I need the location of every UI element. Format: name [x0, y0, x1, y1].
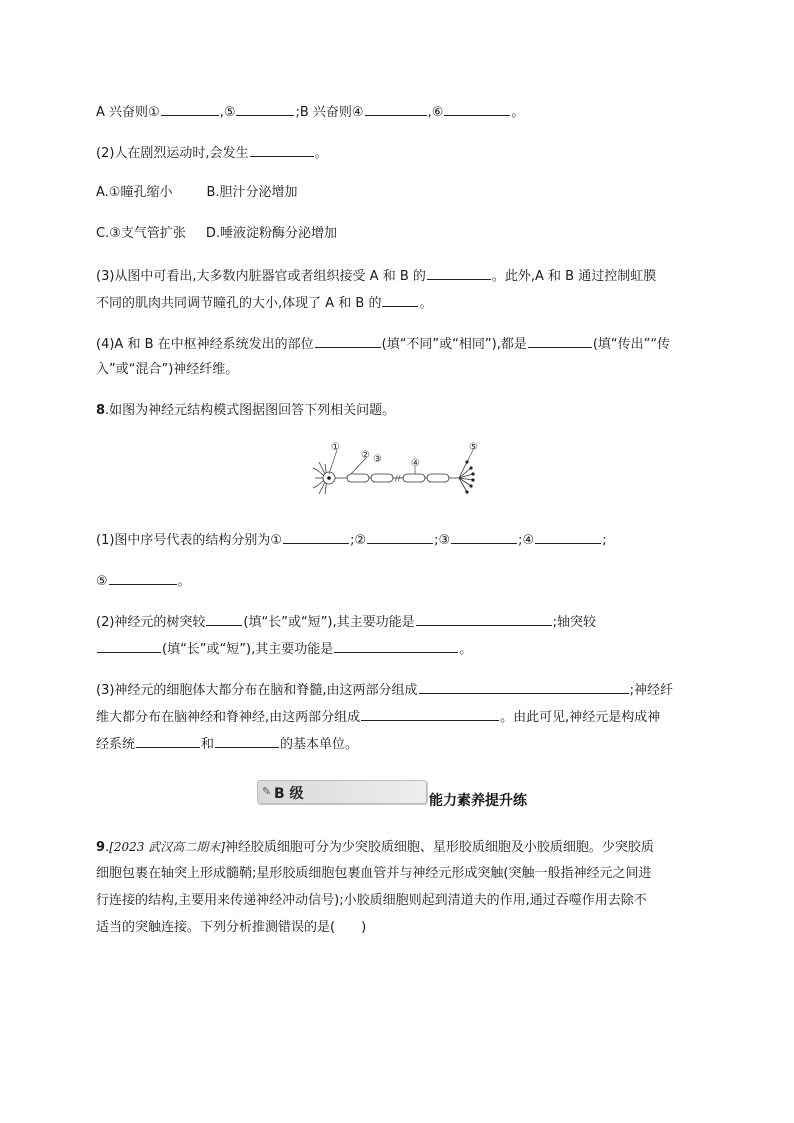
text: (2)人在剧烈运动时,会发生 [96, 146, 249, 161]
level-tag [257, 780, 427, 804]
question-stem: .如图为神经元结构模式图据图回答下列相关问题。 [105, 403, 396, 418]
text: A 兴奋则① [96, 105, 160, 120]
label-2: ② [361, 450, 370, 461]
answer-blank[interactable] [535, 530, 601, 544]
answer-blank[interactable] [161, 102, 219, 116]
q7-sub3-line-1 [96, 266, 716, 286]
text: 维大都分布在脑神经和脊神经,由这两部分组成 [96, 710, 361, 725]
text: 。此外,A 和 B 通过控制虹膜 [491, 269, 657, 284]
text: (4)A 和 B 在中枢神经系统发出的部位 [96, 337, 314, 352]
text: ,⑥ [427, 105, 444, 120]
text: ; [602, 533, 607, 548]
text: (填“传出”“传 [592, 337, 671, 352]
q7-sub2-stem [96, 143, 716, 163]
answer-blank[interactable] [444, 102, 510, 116]
text: 。 [459, 642, 473, 657]
text: 不同的肌肉共同调节瞳孔的大小,体现了 A 和 B 的 [96, 296, 382, 311]
question-number: 9 [96, 840, 106, 855]
answer-blank[interactable] [315, 334, 381, 348]
q7-sub3-line-2 [96, 293, 716, 313]
q7-sub4-line-1 [96, 334, 716, 354]
text: 入”或“混合”)神经纤维。 [96, 362, 239, 377]
question-number: 8 [96, 403, 106, 418]
label-1: ① [331, 442, 340, 453]
answer-blank[interactable] [382, 293, 418, 307]
break-mark: // [395, 474, 401, 483]
q9-line-1: 9.[2023 武汉高二期末]神经胶质细胞可分为少突胶质细胞、星形胶质细胞及小胶质细胞。少突胶质 [96, 840, 654, 855]
answer-blank[interactable] [367, 530, 433, 544]
label-3: ③ [373, 454, 382, 465]
q7-sub4-line-2 [96, 361, 716, 379]
option-b[interactable]: B.胆汁分泌增加 [206, 185, 298, 200]
text: ;④ [518, 533, 535, 548]
answer-blank[interactable] [97, 639, 161, 653]
text: ;神经纤 [629, 683, 673, 698]
text: 行连接的结构,主要用来传递神经冲动信号);小胶质细胞则起到清道夫的作用,通过吞噬作用去除不 [96, 893, 647, 908]
text: ;B 兴奋则④ [295, 105, 364, 120]
text: (1)图中序号代表的结构分别为① [96, 533, 283, 548]
answer-blank[interactable] [236, 102, 294, 116]
text: (填“长”或“短”),其主要功能是 [162, 642, 334, 657]
answer-blank[interactable] [451, 530, 517, 544]
text: ⑤ [96, 574, 108, 589]
text: ,⑤ [219, 105, 236, 120]
q8-sub2-line-2 [96, 639, 716, 659]
option-a[interactable]: A.①瞳孔缩小 [96, 185, 173, 200]
answer-blank[interactable] [416, 612, 552, 626]
text: (填“不同”或“相同”),都是 [381, 337, 527, 352]
answer-blank[interactable] [136, 734, 200, 748]
option-c[interactable]: C.③支气管扩张 [96, 226, 186, 241]
text: 和 [201, 737, 215, 752]
text: 神经胶质细胞可分为少突胶质细胞、星形胶质细胞及小胶质细胞。少突胶质 [224, 840, 654, 855]
answer-blank[interactable] [283, 530, 349, 544]
pencil-icon: ✎ [262, 785, 272, 798]
label-4: ④ [411, 458, 420, 469]
text: 。 [511, 105, 525, 120]
q8-sub1-line-1 [96, 530, 716, 550]
q8-sub3-line-2 [96, 707, 716, 727]
neuron-diagram [311, 440, 487, 508]
text: (填“长”或“短”),其主要功能是 [243, 615, 415, 630]
text: 细胞包裹在轴突上形成髓鞘;星形胶质细胞包裹血管并与神经元形成突触(突触一般指神经元之间进 [96, 866, 652, 881]
answer-blank[interactable] [215, 734, 279, 748]
q9-line-2 [96, 865, 716, 883]
text: (3)从图中可看出,大多数内脏器官或者组织接受 A 和 B 的 [96, 269, 426, 284]
text: 适当的突触连接。下列分析推测错误的是( ) [96, 920, 367, 935]
q9-line-3 [96, 892, 716, 910]
level-tag-label: B 级 [274, 786, 304, 802]
text: 。由此可见,神经元是构成神 [500, 710, 661, 725]
text: (2)神经元的树突较 [96, 615, 206, 630]
text: ;② [350, 533, 367, 548]
answer-blank[interactable] [334, 639, 458, 653]
level-title: 能力素养提升练 [429, 793, 527, 809]
q8-sub2-line-1 [96, 612, 716, 632]
text: 经系统 [96, 737, 136, 752]
option-d[interactable]: D.唾液淀粉酶分泌增加 [205, 226, 338, 241]
text: (3)神经元的细胞体大都分布在脑和脊髓,由这两部分组成 [96, 683, 418, 698]
answer-blank[interactable] [419, 680, 629, 694]
q7-line-1 [96, 102, 716, 122]
terminal-knobs [465, 460, 474, 493]
q9-line-4 [96, 919, 716, 937]
answer-blank[interactable] [109, 571, 177, 585]
answer-blank[interactable] [206, 612, 242, 626]
q7-sub2-options-ab [96, 184, 716, 202]
q7-sub2-options-cd [96, 225, 716, 243]
q8-sub1-line-2 [96, 571, 716, 591]
text: 。 [419, 296, 433, 311]
answer-blank[interactable] [528, 334, 592, 348]
answer-blank[interactable] [361, 707, 499, 721]
q8-sub3-line-1 [96, 680, 716, 700]
text: 的基本单位。 [280, 737, 359, 752]
text: ;轴突较 [552, 615, 597, 630]
q8-sub3-line-3 [96, 734, 716, 754]
answer-blank[interactable] [250, 143, 314, 157]
text: ;③ [434, 533, 451, 548]
answer-blank[interactable] [427, 266, 491, 280]
text: 。 [314, 146, 328, 161]
question-source: [2023 武汉高二期末] [109, 840, 225, 854]
answer-blank[interactable] [365, 102, 427, 116]
q8-stem [96, 402, 716, 420]
text: 。 [177, 574, 191, 589]
label-5: ⑤ [469, 442, 478, 453]
leader-lines [329, 450, 473, 474]
nucleus [327, 476, 331, 480]
